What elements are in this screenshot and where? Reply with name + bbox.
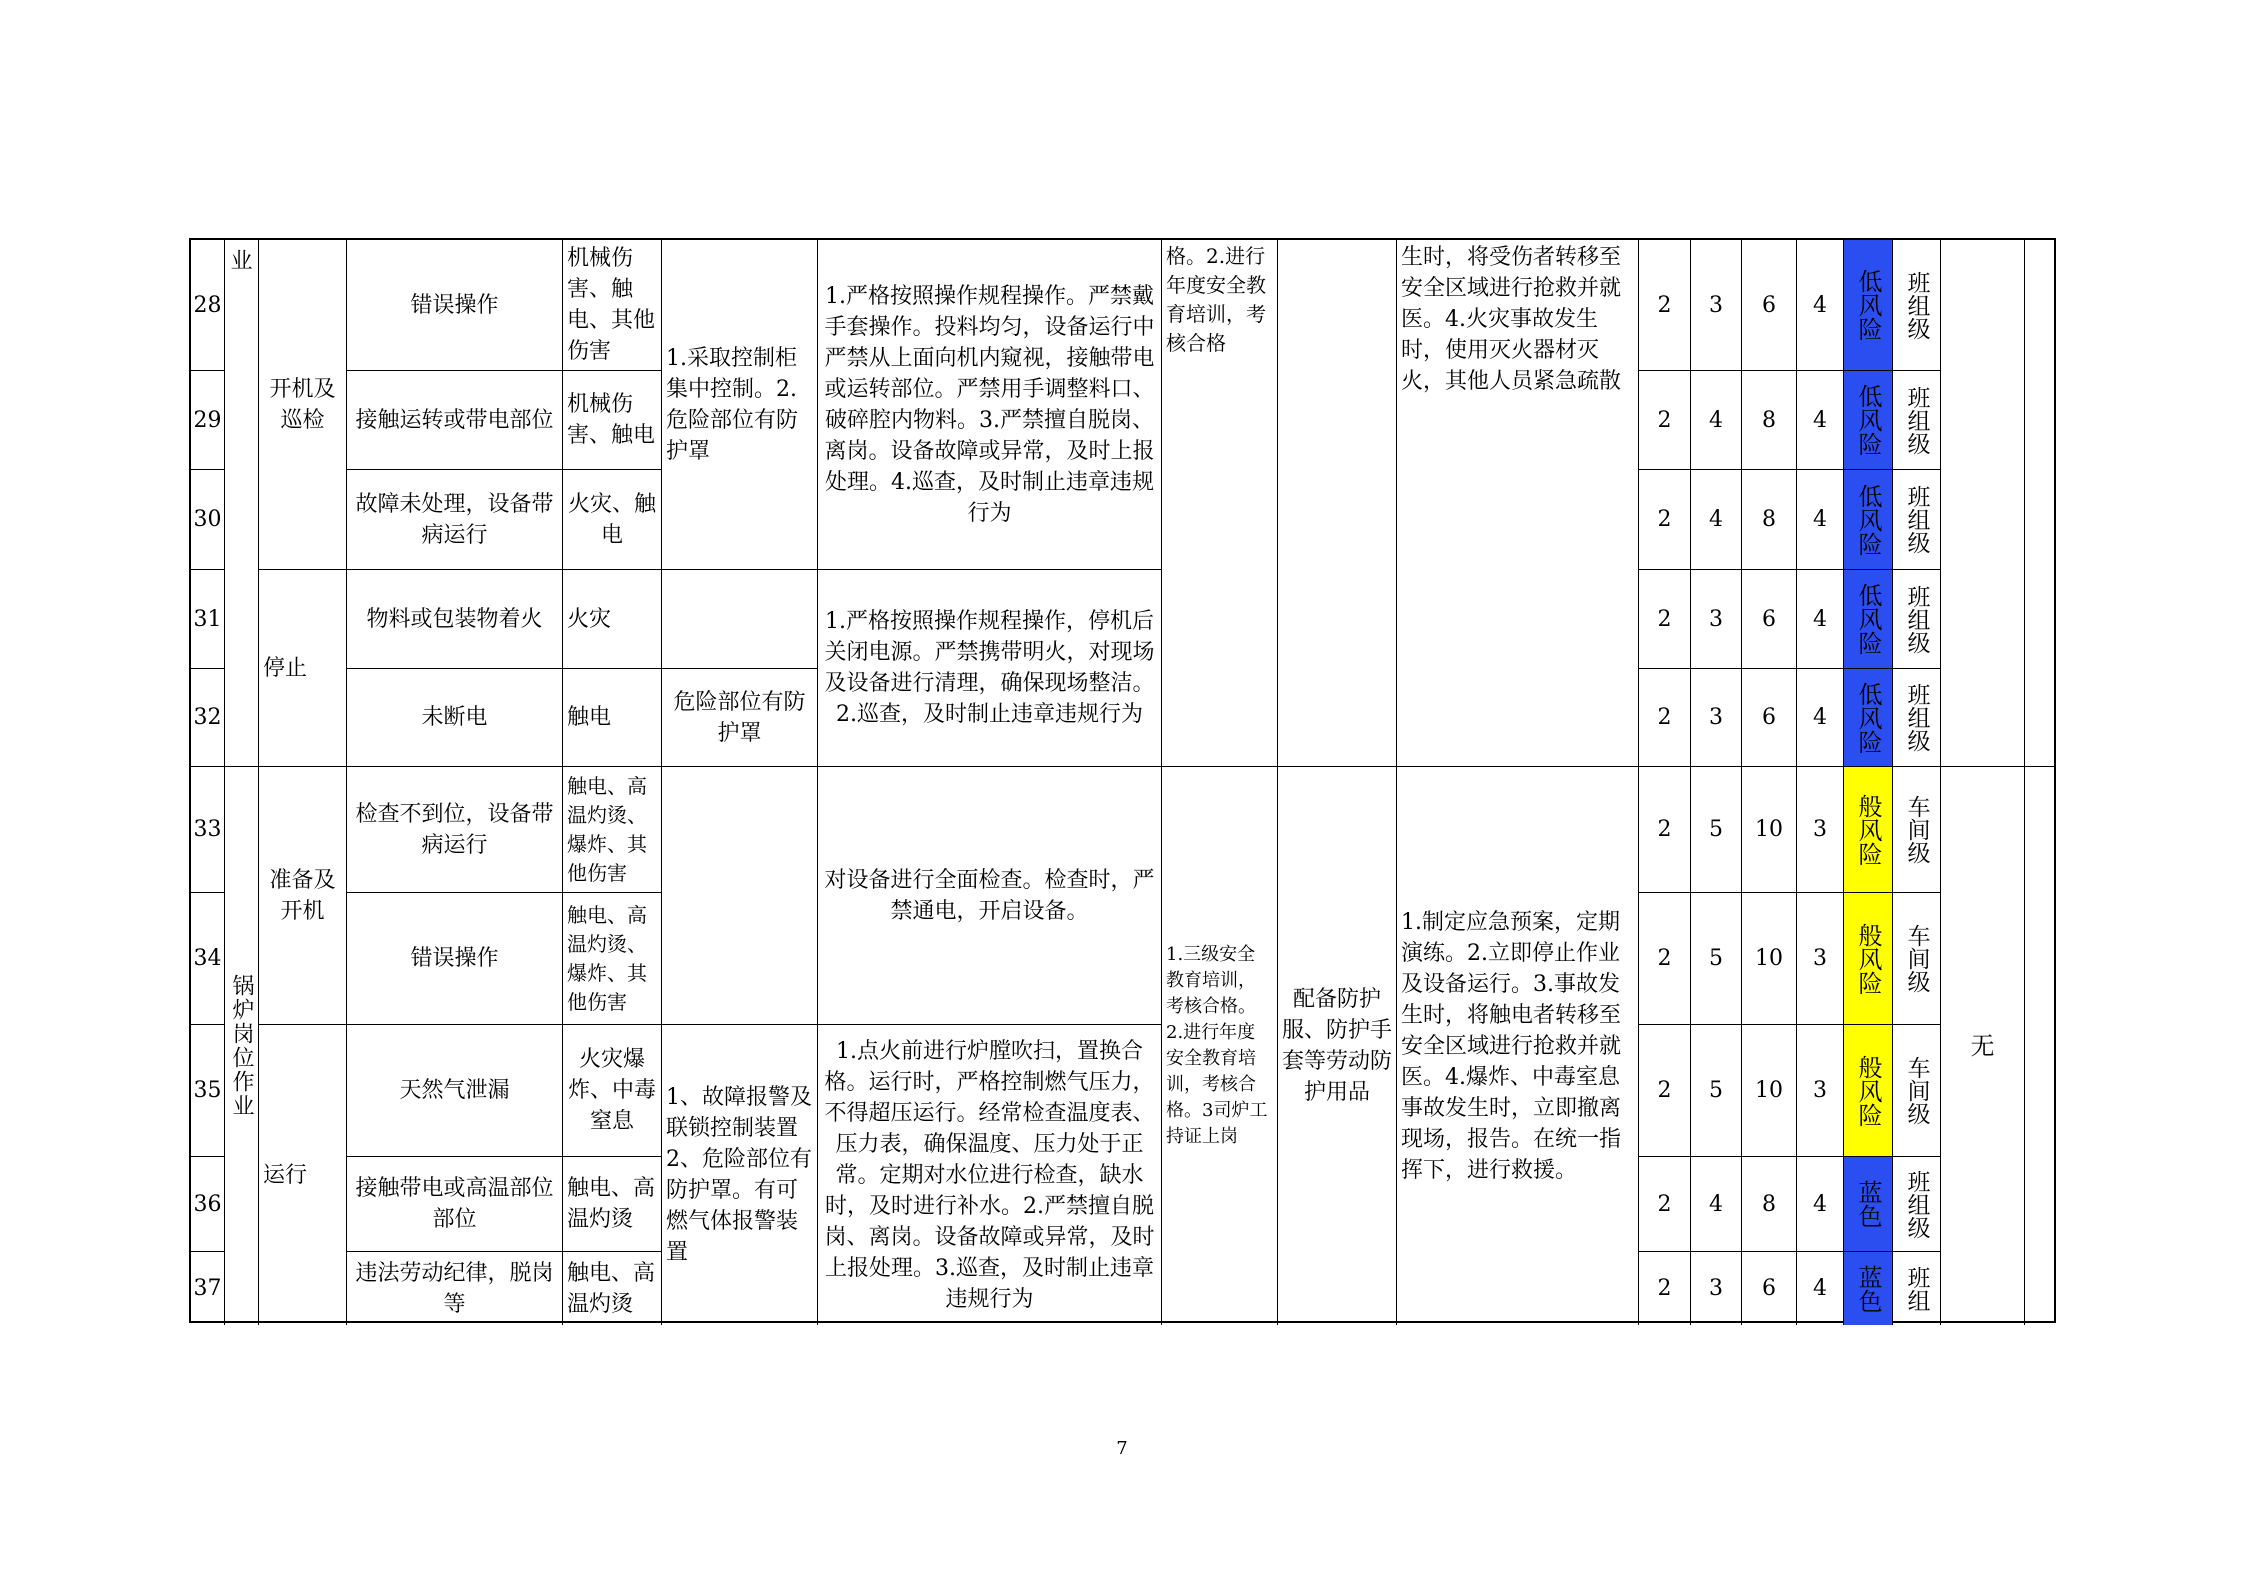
management-measures: 1.点火前进行炉膛吹扫，置换合格。运行时，严格控制燃气压力，不得超压运行。经常检查温度表、压力表，确保温度、压力处于正常。定期对水位进行检查，缺水时，及时进行补水。2.严禁擅自脱岗、离岗。设备故障或异常，及时上报处理。3.巡查，及时制止违章违规行为 <box>818 1025 1162 1325</box>
score-l: 2 <box>1639 669 1691 767</box>
control-level-label: 班组级 <box>1903 485 1930 554</box>
risk-level-label: 蓝色 <box>1854 1264 1882 1313</box>
risk-level-badge <box>1844 470 1893 570</box>
risk-grade: 4 <box>1797 1252 1844 1325</box>
row-number: 36 <box>191 1157 225 1252</box>
risk-grade: 3 <box>1797 893 1844 1025</box>
row-number: 33 <box>191 767 225 893</box>
control-level <box>1893 767 1941 893</box>
row-number: 29 <box>191 371 225 470</box>
risk-level-badge <box>1844 371 1893 470</box>
hazard-cause: 物料或包装物着火 <box>347 570 563 669</box>
score-e: 3 <box>1691 669 1742 767</box>
control-level-label: 班组级 <box>1903 1169 1930 1239</box>
harm-type: 火灾爆炸、中毒窒息 <box>563 1025 662 1157</box>
score-d: 10 <box>1742 893 1797 1025</box>
row-number: 32 <box>191 669 225 767</box>
risk-level-badge <box>1844 767 1893 893</box>
control-level-label: 班组级 <box>1903 584 1930 654</box>
score-d: 8 <box>1742 470 1797 570</box>
control-level <box>1893 240 1941 371</box>
harm-type: 火灾、触电 <box>563 470 662 570</box>
control-level-label: 车间级 <box>1903 795 1930 864</box>
row-number: 31 <box>191 570 225 669</box>
control-level <box>1893 893 1941 1025</box>
ppe-measures <box>1278 240 1397 767</box>
risk-table <box>189 238 2056 1323</box>
harm-type: 触电、高温灼烫、爆炸、其他伤害 <box>563 893 662 1025</box>
score-e: 5 <box>1691 893 1742 1025</box>
step-cell: 停止 <box>259 570 347 767</box>
engineering-measures: 1、故障报警及联锁控制装置2、危险部位有防护罩。有可燃气体报警装置 <box>662 1025 818 1325</box>
harm-type: 触电、高温灼烫 <box>563 1157 662 1252</box>
operation-label: 锅炉岗位作业 <box>229 974 254 1118</box>
ppe-measures: 配备防护服、防护手套等劳动防护用品 <box>1278 767 1397 1325</box>
risk-level-label: 低风险 <box>1854 583 1882 655</box>
step-cell: 运行 <box>259 1025 347 1325</box>
risk-grade: 4 <box>1797 371 1844 470</box>
control-level <box>1893 1025 1941 1157</box>
control-level-label: 班组 <box>1903 1265 1930 1312</box>
emergency-measures: 生时，将受伤者转移至安全区域进行抢救并就医。4.火灾事故发生时，使用灭火器材灭火，其他人员紧急疏散 <box>1397 240 1639 767</box>
control-level-label: 班组级 <box>1903 683 1930 752</box>
risk-grade: 3 <box>1797 1025 1844 1157</box>
extra-cell <box>2025 240 2056 767</box>
risk-grade: 4 <box>1797 470 1844 570</box>
operation-cell <box>225 767 259 1325</box>
score-d: 10 <box>1742 1025 1797 1157</box>
hazard-cause: 未断电 <box>347 669 563 767</box>
score-e: 4 <box>1691 470 1742 570</box>
risk-grade: 4 <box>1797 240 1844 371</box>
training-measures: 1.三级安全教育培训，考核合格。2.进行年度安全教育培训，考核合格。3司炉工持证上岗 <box>1162 767 1278 1325</box>
control-level <box>1893 371 1941 470</box>
score-l: 2 <box>1639 1025 1691 1157</box>
emergency-measures: 1.制定应急预案，定期演练。2.立即停止作业及设备运行。3.事故发生时，将触电者转移至安全区域进行抢救并就医。4.爆炸、中毒室息事故发生时，立即撤离现场，报告。在统一指挥下，进行救援。 <box>1397 767 1639 1325</box>
score-e: 3 <box>1691 240 1742 371</box>
score-l: 2 <box>1639 1157 1691 1252</box>
risk-level-badge <box>1844 570 1893 669</box>
score-d: 6 <box>1742 240 1797 371</box>
risk-level-badge <box>1844 1025 1893 1157</box>
control-level-label: 车间级 <box>1903 924 1930 993</box>
score-e: 5 <box>1691 767 1742 893</box>
operation-cell: 业 <box>225 240 259 767</box>
score-d: 10 <box>1742 767 1797 893</box>
score-l: 2 <box>1639 371 1691 470</box>
score-d: 6 <box>1742 669 1797 767</box>
row-number: 34 <box>191 893 225 1025</box>
harm-type: 机械伤害、触电、其他伤害 <box>563 240 662 371</box>
engineering-measures <box>662 570 818 669</box>
hazard-cause: 接触运转或带电部位 <box>347 371 563 470</box>
risk-level-label: 般风险 <box>1854 793 1882 866</box>
score-l: 2 <box>1639 893 1691 1025</box>
score-e: 4 <box>1691 371 1742 470</box>
engineering-measures <box>662 767 818 1025</box>
row-number: 35 <box>191 1025 225 1157</box>
score-l: 2 <box>1639 570 1691 669</box>
control-level <box>1893 669 1941 767</box>
harm-type: 机械伤害、触电 <box>563 371 662 470</box>
control-level-label: 班组级 <box>1903 270 1930 340</box>
score-e: 3 <box>1691 1252 1742 1325</box>
risk-level-label: 低风险 <box>1854 269 1882 341</box>
control-level-label: 班组级 <box>1903 385 1930 455</box>
remark-cell <box>1941 767 2025 1325</box>
hazard-cause: 故障未处理，设备带病运行 <box>347 470 563 570</box>
risk-level-label: 低风险 <box>1854 384 1882 456</box>
score-l: 2 <box>1639 1252 1691 1325</box>
training-measures: 格。2.进行年度安全教育培训，考核合格 <box>1162 240 1278 767</box>
harm-type: 触电、高温灼烫 <box>563 1252 662 1325</box>
hazard-cause: 天然气泄漏 <box>347 1025 563 1157</box>
hazard-cause: 错误操作 <box>347 893 563 1025</box>
risk-level-label: 低风险 <box>1854 681 1882 754</box>
score-l: 2 <box>1639 470 1691 570</box>
row-number: 30 <box>191 470 225 570</box>
remark-text: 无 <box>1970 1031 1995 1060</box>
management-measures: 1.严格按照操作规程操作。严禁戴手套操作。投料均匀，设备运行中严禁从上面向机内窥视，接触带电或运转部位。严禁用手调整料口、破碎腔内物料。3.严禁擅自脱岗、离岗。设备故障或异常，及时上报处理。4.巡查，及时制止违章违规行为 <box>818 240 1162 570</box>
risk-grade: 4 <box>1797 1157 1844 1252</box>
risk-level-label: 般风险 <box>1854 1054 1882 1127</box>
risk-level-label: 低风险 <box>1854 483 1882 556</box>
control-level <box>1893 570 1941 669</box>
score-e: 3 <box>1691 570 1742 669</box>
score-d: 6 <box>1742 1252 1797 1325</box>
risk-grade: 4 <box>1797 570 1844 669</box>
risk-level-badge <box>1844 1252 1893 1325</box>
score-d: 6 <box>1742 570 1797 669</box>
risk-level-badge <box>1844 669 1893 767</box>
hazard-cause: 接触带电或高温部位部位 <box>347 1157 563 1252</box>
harm-type: 触电、高温灼烫、爆炸、其他伤害 <box>563 767 662 893</box>
management-measures: 1.严格按照操作规程操作，停机后关闭电源。严禁携带明火，对现场及设备进行清理，确保现场整洁。2.巡查，及时制止违章违规行为 <box>818 570 1162 767</box>
engineering-measures: 1.采取控制柜集中控制。2.危险部位有防护罩 <box>662 240 818 570</box>
score-d: 8 <box>1742 1157 1797 1252</box>
remark-cell <box>1941 240 2025 767</box>
score-e: 5 <box>1691 1025 1742 1157</box>
hazard-cause: 检查不到位，设备带病运行 <box>347 767 563 893</box>
hazard-cause: 违法劳动纪律，脱岗等 <box>347 1252 563 1325</box>
row-number: 28 <box>191 240 225 371</box>
step-cell: 开机及巡检 <box>259 240 347 570</box>
hazard-cause: 错误操作 <box>347 240 563 371</box>
score-l: 2 <box>1639 240 1691 371</box>
risk-grade: 3 <box>1797 767 1844 893</box>
extra-cell <box>2025 767 2056 1323</box>
risk-level-label: 蓝色 <box>1854 1180 1882 1228</box>
control-level-label: 车间级 <box>1903 1056 1930 1125</box>
harm-type: 触电 <box>563 669 662 767</box>
harm-type: 火灾 <box>563 570 662 669</box>
score-d: 8 <box>1742 371 1797 470</box>
score-e: 4 <box>1691 1157 1742 1252</box>
engineering-measures: 危险部位有防护罩 <box>662 669 818 767</box>
score-l: 2 <box>1639 767 1691 893</box>
control-level <box>1893 1157 1941 1252</box>
control-level <box>1893 470 1941 570</box>
risk-grade: 4 <box>1797 669 1844 767</box>
risk-level-badge <box>1844 1157 1893 1252</box>
page-number: 7 <box>1116 1438 1128 1459</box>
step-cell: 准备及开机 <box>259 767 347 1025</box>
risk-level-label: 般风险 <box>1854 922 1882 995</box>
management-measures: 对设备进行全面检查。检查时，严禁通电，开启设备。 <box>818 767 1162 1025</box>
risk-level-badge <box>1844 893 1893 1025</box>
row-number: 37 <box>191 1252 225 1325</box>
control-level <box>1893 1252 1941 1325</box>
risk-level-badge <box>1844 240 1893 371</box>
